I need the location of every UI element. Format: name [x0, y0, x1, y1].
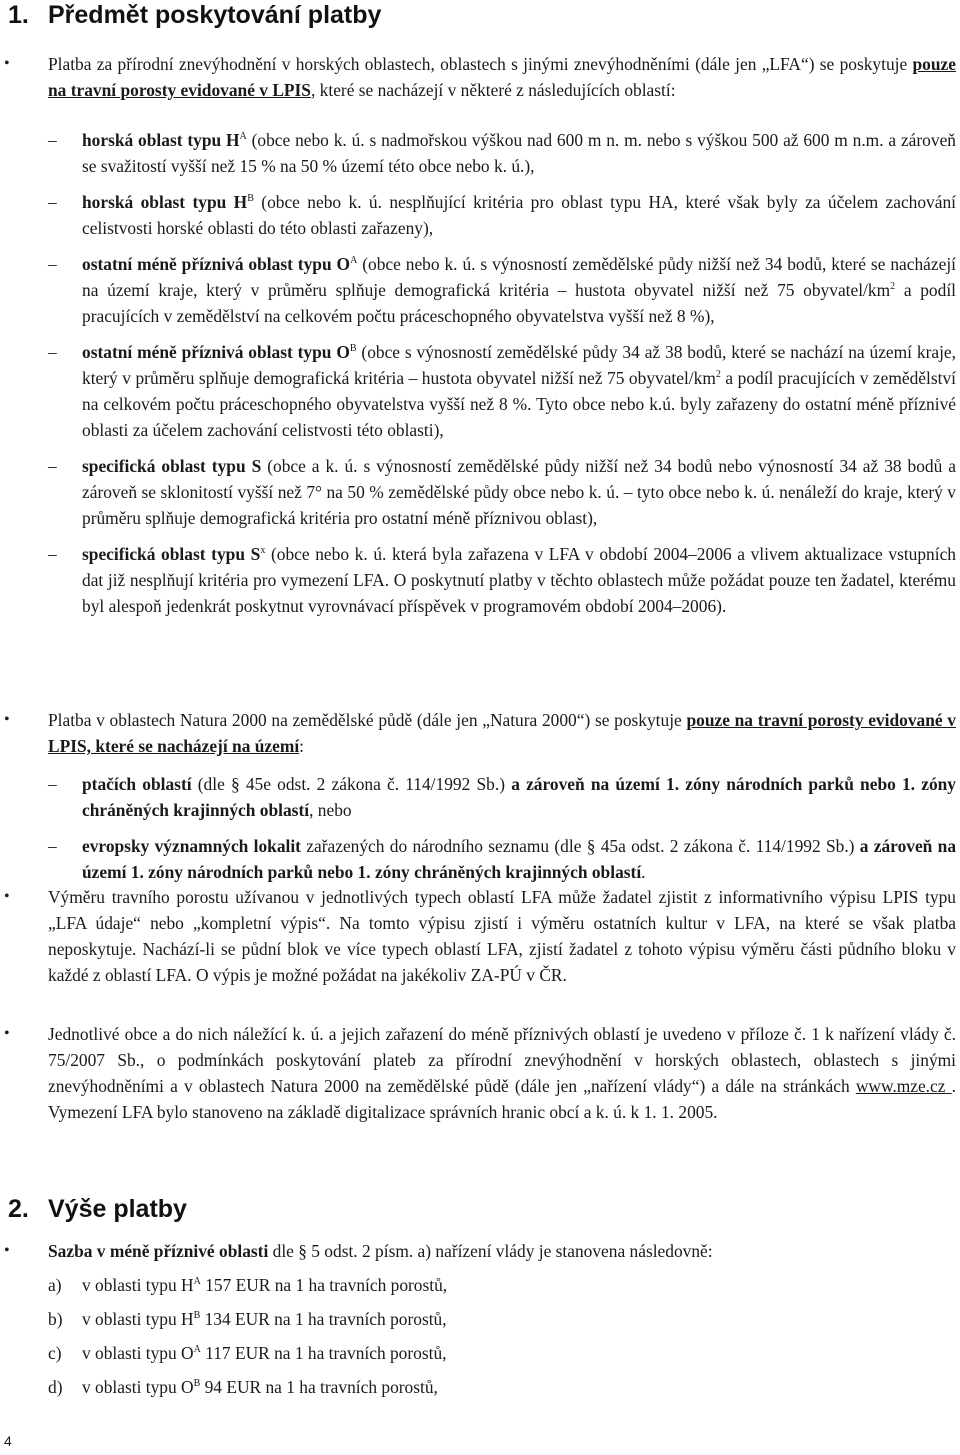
bullet-lpis-extract	[0, 884, 960, 988]
bullet-lfa	[0, 51, 960, 619]
dash-icon: –	[48, 254, 57, 274]
list-item-ha: – horská oblast typu $H^A$ (obce nebo k. ú. s nadmořskou výškou nad 600 m n. m. nebo s výškou 500 až 600 m n.m. a zároveň se svažitostí vyšší než 15 % na 50 % území této obce nebo k. ú.),	[0, 127, 960, 179]
bullet-icon: •	[4, 1025, 10, 1042]
list-item-ob: – ostatní méně příznivá oblast typu $O^B$ (obce s výnosností zemědělské půdy 34 až 38 bodů, které se nachází na území kraje, který v průměru splňuje demografická kritéria – hustota obyvatel nižší než 75 obyvatel/$km^2$ a podíl pracujících v zemědělství na celkovém počtu práceschopného obyvatelstva vyšší než 8 %. Tyto obce nebo k.ú. byly zařazeny do ostatní méně příznivé oblasti za účelem zachování celistvosti této oblasti),	[0, 339, 960, 443]
list-letter: b)	[48, 1309, 63, 1329]
section-1-heading	[8, 0, 381, 30]
list-item-bird-areas: – ptačích oblastí (dle § 45e odst. 2 zákona č. 114/1992 Sb.) a zároveň na území 1. zóny národních parků nebo 1. zóny chráněných krajinných oblastí, nebo	[0, 771, 960, 823]
bullet-paragraph: • Platba za přírodní znevýhodnění v horských oblastech, oblastech s jinými znevýhodněními (dále jen „LFA“) se poskytuje pouze na travní porosty evidované v LPIS, které se nacházejí v některé z následujících oblastí:	[0, 51, 960, 103]
bullet-paragraph: • Sazba v méně příznivé oblasti dle § 5 odst. 2 písm. a) nařízení vlády je stanovena následovně:	[0, 1238, 960, 1264]
list-item-oa: – ostatní méně příznivá oblast typu $O^A$ (obce nebo k. ú. s výnosností zemědělské půdy nižší než 34 bodů, které se nacházejí na území kraje, který v průměru splňuje demografická kritéria – hustota obyvatel nižší než 75 obyvatel/$km^2$ a podíl pracujících v zemědělství na celkovém počtu práceschopného obyvatelstva vyšší než 8 %),	[0, 251, 960, 329]
rate-item-b: b) v oblasti typu $H^B$ 134 EUR na 1 ha travních porostů,	[0, 1306, 960, 1332]
bullet-icon: •	[4, 711, 10, 728]
rate-item-d: d) v oblasti typu $O^B$ 94 EUR na 1 ha travních porostů,	[0, 1374, 960, 1400]
bullet-icon: •	[4, 55, 10, 72]
list-letter: a)	[48, 1275, 62, 1295]
list-letter: c)	[48, 1343, 62, 1363]
rate-item-c: c) v oblasti typu $O^A$ 117 EUR na 1 ha travních porostů,	[0, 1340, 960, 1366]
dash-icon: –	[48, 774, 57, 794]
bullet-rates	[0, 1238, 960, 1400]
bullet-icon: •	[4, 888, 10, 905]
dash-icon: –	[48, 342, 57, 362]
emphasis-underlined: pouze na travní porosty evidované v LPIS, které se nacházejí na území	[48, 710, 956, 756]
dash-icon: –	[48, 192, 57, 212]
dash-icon: –	[48, 130, 57, 150]
bullet-icon: •	[4, 1242, 10, 1259]
list-item-s: – specifická oblast typu S (obce a k. ú. s výnosností zemědělské půdy nižší než 34 bodů nebo výnosností 34 až 38 bodů a zároveň se sklonitostí vyšší než 7° na 50 % zemědělské půdy obce nebo k. ú. – tyto obce nebo k. ú. nenáleží do kraje, který v průměru splňuje demografická kritéria pro ostatní méně příznivou oblast),	[0, 453, 960, 531]
bullet-paragraph: • Výměru travního porostu užívanou v jednotlivých typech oblastí LFA může žadatel zjistit z informativního výpisu LPIS typu „LFA údaje“ nebo „kompletní výpis“. Na tomto výpisu zjistí i výměru ostatních kultur v LFA, na které se však platba neposkytuje. Nachází-li se půdní blok ve více typech oblastí LFA, zjistí žadatel z tohoto výpisu výměru části půdního bloku v každé z oblastí LFA. O výpis je možné požádat na jakékoliv ZA-PÚ v ČR.	[0, 884, 960, 988]
bullet-municipalities	[0, 1021, 960, 1125]
list-item-sx: – specifická oblast typu $S^x$ (obce nebo k. ú. která byla zařazena v LFA v období 2004–2006 a vlivem aktualizace vstupních dat již nesplňují kritéria pro vymezení LFA. O poskytnutí platby v těchto oblastech může požádat pouze ten žadatel, kterému byl alespoň jedenkrát poskytnut vyrovnávací příspěvek v programovém období 2004–2006).	[0, 541, 960, 619]
section-title: Výše platby	[48, 1195, 187, 1223]
bullet-paragraph: • Jednotlivé obce a do nich náležící k. ú. a jejich zařazení do méně příznivých oblastí je uvedeno v příloze č. 1 k nařízení vlády č. 75/2007 Sb., o podmínkách poskytování plateb za přírodní znevýhodnění v horských oblastech, oblastech s jinými znevýhodněními a v oblastech Natura 2000 na zemědělské půdě (dále jen „nařízení vlády“) a dále na stránkách www.mze.cz . Vymezení LFA bylo stanoveno na základě digitalizace správních hranic obcí a k. ú. k 1. 1. 2005.	[0, 1021, 960, 1125]
bullet-paragraph: • Platba v oblastech Natura 2000 na zemědělské půdě (dále jen „Natura 2000“) se poskytuje pouze na travní porosty evidované v LPIS, které se nacházejí na území:	[0, 707, 960, 759]
mze-link[interactable]: www.mze.cz	[855, 1076, 952, 1096]
section-number: 2.	[8, 1195, 29, 1223]
list-item-eu-sites: – evropsky významných lokalit zařazených do národního seznamu (dle § 45a odst. 2 zákona č. 114/1992 Sb.) a zároveň na území 1. zóny národních parků nebo 1. zóny chráněných krajinných oblastí.	[0, 833, 960, 885]
bullet-natura	[0, 707, 960, 885]
dash-icon: –	[48, 836, 57, 856]
dash-icon: –	[48, 456, 57, 476]
section-title: Předmět poskytování platby	[48, 1, 382, 29]
list-item-hb: – horská oblast typu $H^B$ (obce nebo k. ú. nesplňující kritéria pro oblast typu HA, které však byly za účelem zachování celistvosti horské oblasti do této oblasti zařazeny),	[0, 189, 960, 241]
dash-icon: –	[48, 544, 57, 564]
section-number: 1.	[8, 1, 29, 29]
emphasis-underlined: pouze na travní porosty evidované v LPIS	[48, 54, 956, 100]
page-number: 4	[4, 1433, 12, 1449]
rate-item-a: a) v oblasti typu $H^A$ 157 EUR na 1 ha travních porostů,	[0, 1272, 960, 1298]
list-letter: d)	[48, 1377, 63, 1397]
section-2-heading	[8, 1194, 187, 1224]
